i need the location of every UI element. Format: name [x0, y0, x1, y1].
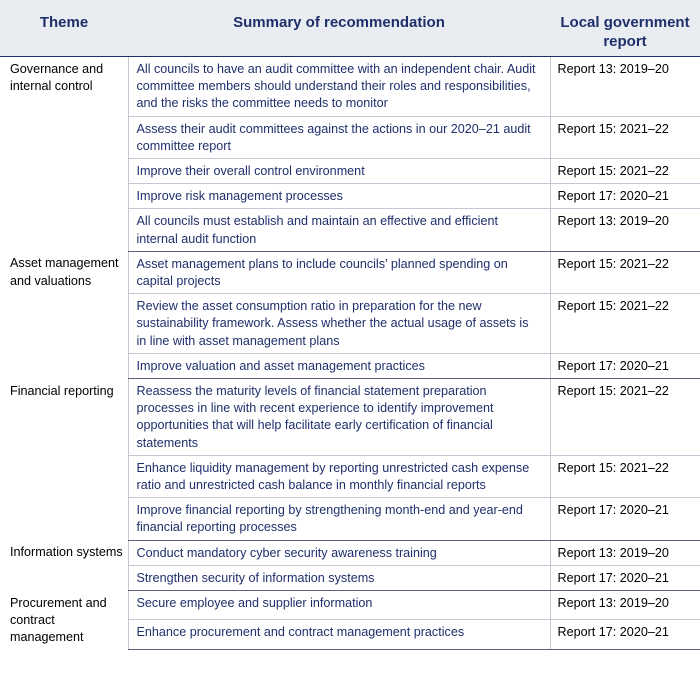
- summary-cell: Strengthen security of information systems: [128, 565, 550, 590]
- theme-cell: Asset management and valuations: [10, 256, 119, 288]
- header-summary: Summary of recommendation: [128, 0, 550, 57]
- header-theme: Theme: [0, 0, 128, 57]
- summary-cell: Improve risk management processes: [128, 184, 550, 209]
- report-cell: Report 17: 2020–21: [550, 620, 700, 649]
- summary-cell: Secure employee and supplier information: [128, 591, 550, 620]
- table-row: [0, 57, 700, 117]
- header-row: [0, 0, 700, 57]
- summary-cell: Improve their overall control environment: [128, 159, 550, 184]
- summary-cell: Enhance liquidity management by reporting unrestricted cash expense ratio and unrestricted cash balance in monthly financial reports: [128, 455, 550, 497]
- report-cell: Report 17: 2020–21: [550, 353, 700, 378]
- report-cell: Report 15: 2021–22: [550, 251, 700, 293]
- summary-cell: All councils must establish and maintain an effective and efficient internal audit function: [128, 209, 550, 251]
- summary-cell: Review the asset consumption ratio in preparation for the new sustainability framework. Assess whether the actual usage of assets is in line with asset management plans: [128, 294, 550, 354]
- theme-cell: Procurement and contract management: [10, 595, 107, 644]
- summary-cell: Improve valuation and asset management practices: [128, 353, 550, 378]
- summary-cell: Enhance procurement and contract management practices: [128, 620, 550, 649]
- report-cell: Report 17: 2020–21: [550, 184, 700, 209]
- summary-cell: All councils to have an audit committee with an independent chair. Audit committee members should understand their roles and responsibilities, and the risks the committee needs to monitor: [128, 57, 550, 117]
- theme-cell: Information systems: [10, 545, 123, 560]
- summary-cell: Assess their audit committees against the actions in our 2020–21 audit committee report: [128, 116, 550, 158]
- theme-cell: Financial reporting: [10, 383, 114, 398]
- report-cell: Report 15: 2021–22: [550, 455, 700, 497]
- table-header: [0, 0, 700, 57]
- report-cell: Report 15: 2021–22: [550, 159, 700, 184]
- theme-cell: Governance and internal control: [10, 62, 104, 94]
- report-cell: Report 13: 2019–20: [550, 209, 700, 251]
- summary-cell: Reassess the maturity levels of financial statement preparation processes in line with recent experience to identify improvement opportunities that will help facilitate early certification of financial statements: [128, 379, 550, 456]
- report-cell: Report 17: 2020–21: [550, 498, 700, 540]
- table-row: [0, 591, 700, 620]
- report-cell: Report 13: 2019–20: [550, 591, 700, 620]
- summary-cell: Conduct mandatory cyber security awareness training: [128, 540, 550, 565]
- report-cell: Report 15: 2021–22: [550, 294, 700, 354]
- summary-cell: Asset management plans to include councils’ planned spending on capital projects: [128, 251, 550, 293]
- report-cell: Report 17: 2020–21: [550, 565, 700, 590]
- table-row: [0, 379, 700, 456]
- summary-cell: Improve financial reporting by strengthening month-end and year-end financial reporting processes: [128, 498, 550, 540]
- header-report: Local government report: [550, 0, 700, 57]
- table-body: [0, 57, 700, 650]
- report-cell: Report 15: 2021–22: [550, 116, 700, 158]
- table-row: [0, 251, 700, 293]
- report-cell: Report 15: 2021–22: [550, 379, 700, 456]
- report-cell: Report 13: 2019–20: [550, 57, 700, 117]
- table-row: [0, 540, 700, 565]
- report-cell: Report 13: 2019–20: [550, 540, 700, 565]
